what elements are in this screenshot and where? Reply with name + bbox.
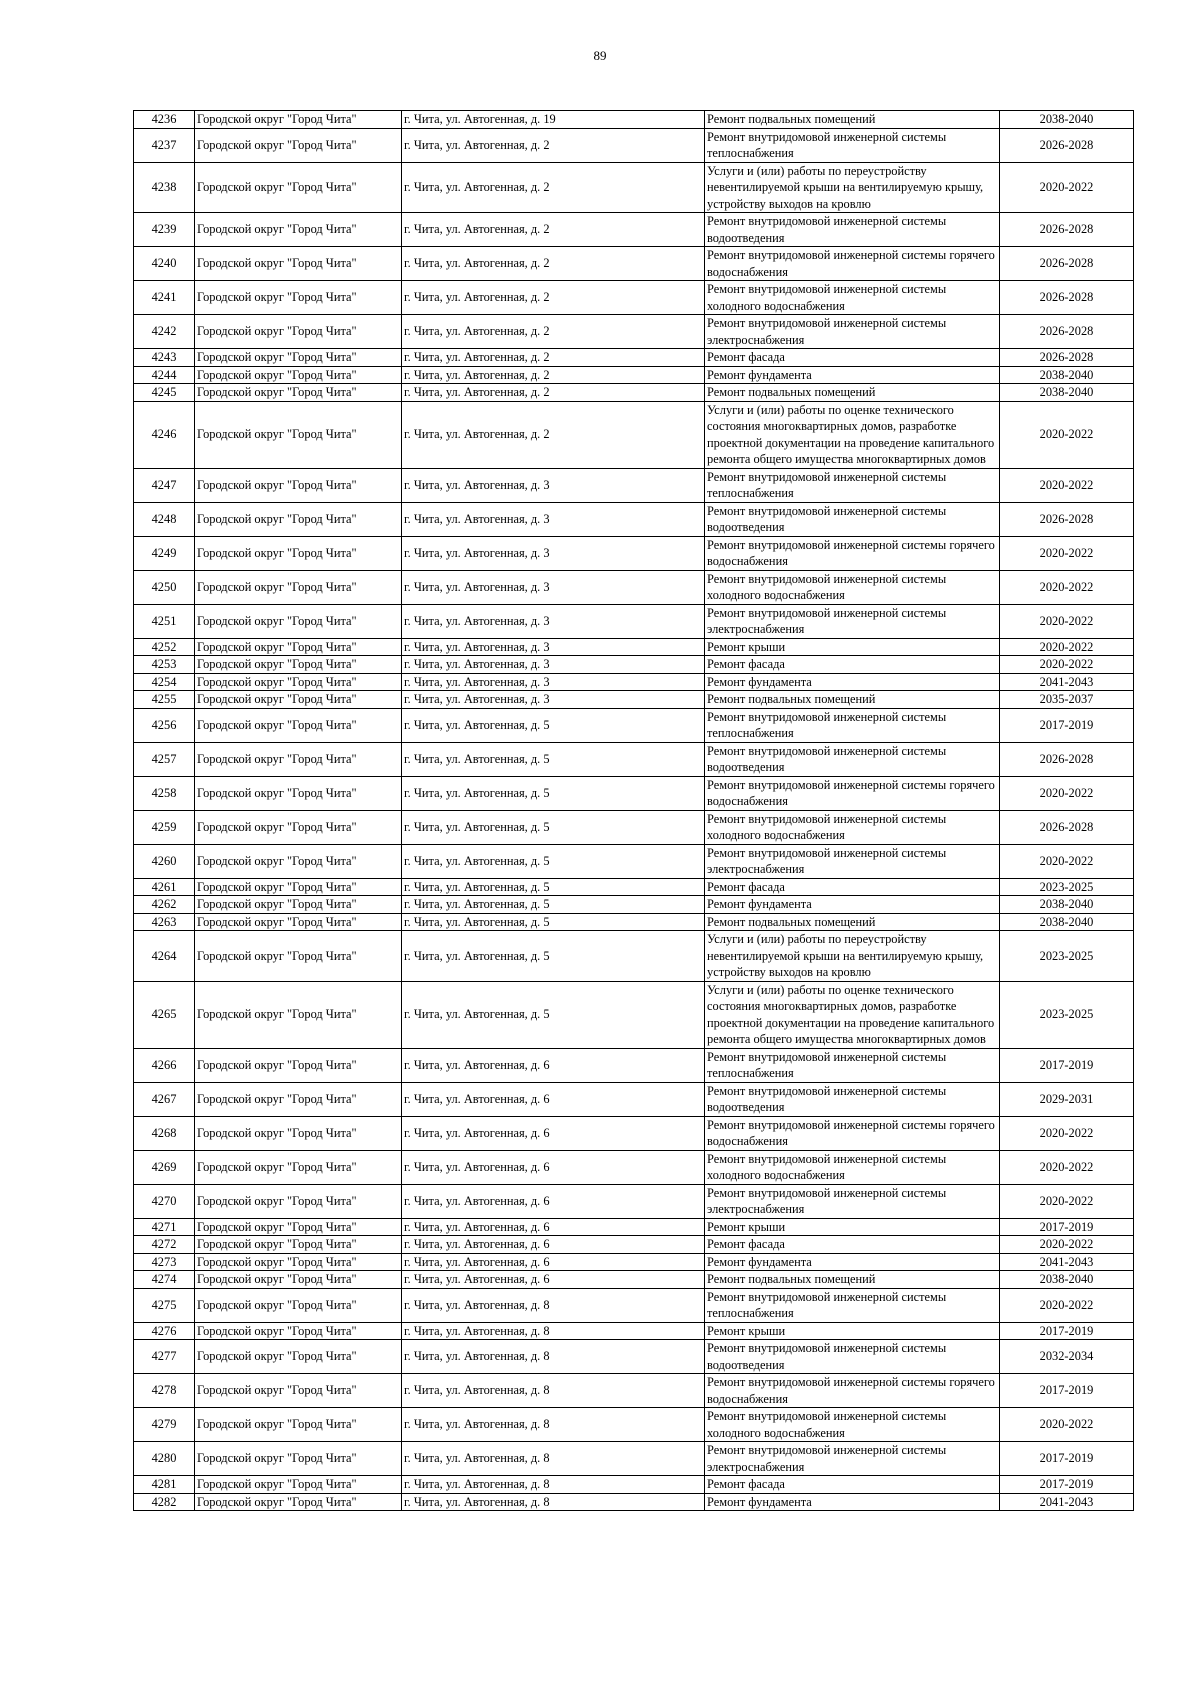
row-number-cell: 4282 xyxy=(134,1493,195,1511)
period-cell: 2038-2040 xyxy=(1000,913,1134,931)
table-row xyxy=(134,1340,1134,1374)
period-cell: 2020-2022 xyxy=(1000,536,1134,570)
address-cell: г. Чита, ул. Автогенная, д. 5 xyxy=(402,913,705,931)
work-type-cell: Услуги и (или) работы по оценке технического состояния многоквартирных домов, разработке проектной документации на проведение капитального ремонта общего имущества многоквартирных домов xyxy=(705,401,1000,468)
period-cell: 2026-2028 xyxy=(1000,213,1134,247)
table-row xyxy=(134,1322,1134,1340)
period-cell: 2017-2019 xyxy=(1000,708,1134,742)
table-row xyxy=(134,1218,1134,1236)
period-cell: 2020-2022 xyxy=(1000,1408,1134,1442)
row-number-cell: 4262 xyxy=(134,896,195,914)
table-row xyxy=(134,981,1134,1048)
period-cell: 2020-2022 xyxy=(1000,604,1134,638)
work-type-cell: Ремонт крыши xyxy=(705,638,1000,656)
table-row xyxy=(134,913,1134,931)
municipality-cell: Городской округ "Город Чита" xyxy=(195,1236,402,1254)
address-cell: г. Чита, ул. Автогенная, д. 3 xyxy=(402,536,705,570)
work-type-cell: Ремонт внутридомовой инженерной системы водоотведения xyxy=(705,742,1000,776)
municipality-cell: Городской округ "Город Чита" xyxy=(195,776,402,810)
row-number-cell: 4273 xyxy=(134,1253,195,1271)
municipality-cell: Городской округ "Город Чита" xyxy=(195,656,402,674)
table-row xyxy=(134,896,1134,914)
period-cell: 2038-2040 xyxy=(1000,111,1134,129)
period-cell: 2041-2043 xyxy=(1000,1253,1134,1271)
row-number-cell: 4278 xyxy=(134,1374,195,1408)
table-row xyxy=(134,536,1134,570)
municipality-cell: Городской округ "Город Чита" xyxy=(195,1116,402,1150)
work-type-cell: Ремонт фасада xyxy=(705,878,1000,896)
period-cell: 2029-2031 xyxy=(1000,1082,1134,1116)
period-cell: 2023-2025 xyxy=(1000,878,1134,896)
period-cell: 2017-2019 xyxy=(1000,1442,1134,1476)
work-type-cell: Ремонт внутридомовой инженерной системы водоотведения xyxy=(705,213,1000,247)
table-row xyxy=(134,604,1134,638)
address-cell: г. Чита, ул. Автогенная, д. 8 xyxy=(402,1493,705,1511)
address-cell: г. Чита, ул. Автогенная, д. 3 xyxy=(402,691,705,709)
work-type-cell: Ремонт внутридомовой инженерной системы электроснабжения xyxy=(705,1442,1000,1476)
table-row xyxy=(134,401,1134,468)
period-cell: 2038-2040 xyxy=(1000,384,1134,402)
period-cell: 2023-2025 xyxy=(1000,981,1134,1048)
work-type-cell: Ремонт внутридомовой инженерной системы холодного водоснабжения xyxy=(705,810,1000,844)
municipality-cell: Городской округ "Город Чита" xyxy=(195,1218,402,1236)
work-type-cell: Ремонт внутридомовой инженерной системы холодного водоснабжения xyxy=(705,570,1000,604)
work-type-cell: Ремонт внутридомовой инженерной системы водоотведения xyxy=(705,502,1000,536)
work-type-cell: Ремонт внутридомовой инженерной системы горячего водоснабжения xyxy=(705,1116,1000,1150)
row-number-cell: 4263 xyxy=(134,913,195,931)
repair-schedule-table xyxy=(133,110,1134,1511)
address-cell: г. Чита, ул. Автогенная, д. 5 xyxy=(402,810,705,844)
address-cell: г. Чита, ул. Автогенная, д. 2 xyxy=(402,384,705,402)
work-type-cell: Ремонт подвальных помещений xyxy=(705,111,1000,129)
work-type-cell: Ремонт внутридомовой инженерной системы горячего водоснабжения xyxy=(705,247,1000,281)
table-row xyxy=(134,162,1134,213)
table-row xyxy=(134,776,1134,810)
work-type-cell: Ремонт внутридомовой инженерной системы горячего водоснабжения xyxy=(705,536,1000,570)
row-number-cell: 4260 xyxy=(134,844,195,878)
municipality-cell: Городской округ "Город Чита" xyxy=(195,981,402,1048)
work-type-cell: Ремонт фундамента xyxy=(705,1493,1000,1511)
work-type-cell: Ремонт внутридомовой инженерной системы горячего водоснабжения xyxy=(705,1374,1000,1408)
table-row xyxy=(134,247,1134,281)
row-number-cell: 4261 xyxy=(134,878,195,896)
municipality-cell: Городской округ "Город Чита" xyxy=(195,1408,402,1442)
municipality-cell: Городской округ "Город Чита" xyxy=(195,349,402,367)
work-type-cell: Ремонт внутридомовой инженерной системы теплоснабжения xyxy=(705,468,1000,502)
period-cell: 2038-2040 xyxy=(1000,1271,1134,1289)
row-number-cell: 4245 xyxy=(134,384,195,402)
address-cell: г. Чита, ул. Автогенная, д. 8 xyxy=(402,1374,705,1408)
period-cell: 2020-2022 xyxy=(1000,638,1134,656)
period-cell: 2020-2022 xyxy=(1000,1184,1134,1218)
address-cell: г. Чита, ул. Автогенная, д. 3 xyxy=(402,604,705,638)
period-cell: 2041-2043 xyxy=(1000,1493,1134,1511)
row-number-cell: 4267 xyxy=(134,1082,195,1116)
period-cell: 2020-2022 xyxy=(1000,570,1134,604)
municipality-cell: Городской округ "Город Чита" xyxy=(195,913,402,931)
period-cell: 2026-2028 xyxy=(1000,247,1134,281)
address-cell: г. Чита, ул. Автогенная, д. 2 xyxy=(402,281,705,315)
address-cell: г. Чита, ул. Автогенная, д. 6 xyxy=(402,1236,705,1254)
work-type-cell: Ремонт внутридомовой инженерной системы холодного водоснабжения xyxy=(705,1150,1000,1184)
work-type-cell: Ремонт фасада xyxy=(705,349,1000,367)
row-number-cell: 4256 xyxy=(134,708,195,742)
table-row xyxy=(134,1082,1134,1116)
table-row xyxy=(134,638,1134,656)
municipality-cell: Городской округ "Город Чита" xyxy=(195,691,402,709)
work-type-cell: Услуги и (или) работы по оценке технического состояния многоквартирных домов, разработке проектной документации на проведение капитального ремонта общего имущества многоквартирных домов xyxy=(705,981,1000,1048)
period-cell: 2026-2028 xyxy=(1000,128,1134,162)
table-row xyxy=(134,1253,1134,1271)
row-number-cell: 4238 xyxy=(134,162,195,213)
address-cell: г. Чита, ул. Автогенная, д. 8 xyxy=(402,1408,705,1442)
row-number-cell: 4253 xyxy=(134,656,195,674)
row-number-cell: 4270 xyxy=(134,1184,195,1218)
work-type-cell: Ремонт фундамента xyxy=(705,1253,1000,1271)
table-row xyxy=(134,502,1134,536)
period-cell: 2026-2028 xyxy=(1000,349,1134,367)
row-number-cell: 4259 xyxy=(134,810,195,844)
table-row xyxy=(134,315,1134,349)
table-row xyxy=(134,570,1134,604)
address-cell: г. Чита, ул. Автогенная, д. 2 xyxy=(402,315,705,349)
table-row xyxy=(134,1288,1134,1322)
row-number-cell: 4249 xyxy=(134,536,195,570)
table-row xyxy=(134,128,1134,162)
period-cell: 2017-2019 xyxy=(1000,1374,1134,1408)
row-number-cell: 4255 xyxy=(134,691,195,709)
row-number-cell: 4241 xyxy=(134,281,195,315)
period-cell: 2020-2022 xyxy=(1000,162,1134,213)
page-number: 89 xyxy=(593,48,607,63)
municipality-cell: Городской округ "Город Чита" xyxy=(195,1253,402,1271)
address-cell: г. Чита, ул. Автогенная, д. 2 xyxy=(402,128,705,162)
municipality-cell: Городской округ "Город Чита" xyxy=(195,401,402,468)
address-cell: г. Чита, ул. Автогенная, д. 5 xyxy=(402,708,705,742)
table-row xyxy=(134,1476,1134,1494)
municipality-cell: Городской округ "Город Чита" xyxy=(195,1150,402,1184)
address-cell: г. Чита, ул. Автогенная, д. 3 xyxy=(402,656,705,674)
table-row xyxy=(134,384,1134,402)
work-type-cell: Ремонт внутридомовой инженерной системы электроснабжения xyxy=(705,1184,1000,1218)
municipality-cell: Городской округ "Город Чита" xyxy=(195,1288,402,1322)
municipality-cell: Городской округ "Город Чита" xyxy=(195,247,402,281)
work-type-cell: Ремонт внутридомовой инженерной системы теплоснабжения xyxy=(705,128,1000,162)
address-cell: г. Чита, ул. Автогенная, д. 2 xyxy=(402,213,705,247)
municipality-cell: Городской округ "Город Чита" xyxy=(195,742,402,776)
municipality-cell: Городской округ "Город Чита" xyxy=(195,162,402,213)
work-type-cell: Ремонт фундамента xyxy=(705,366,1000,384)
address-cell: г. Чита, ул. Автогенная, д. 5 xyxy=(402,896,705,914)
address-cell: г. Чита, ул. Автогенная, д. 2 xyxy=(402,349,705,367)
period-cell: 2017-2019 xyxy=(1000,1048,1134,1082)
period-cell: 2038-2040 xyxy=(1000,366,1134,384)
address-cell: г. Чита, ул. Автогенная, д. 6 xyxy=(402,1184,705,1218)
row-number-cell: 4272 xyxy=(134,1236,195,1254)
address-cell: г. Чита, ул. Автогенная, д. 5 xyxy=(402,776,705,810)
address-cell: г. Чита, ул. Автогенная, д. 3 xyxy=(402,468,705,502)
address-cell: г. Чита, ул. Автогенная, д. 5 xyxy=(402,844,705,878)
row-number-cell: 4258 xyxy=(134,776,195,810)
row-number-cell: 4276 xyxy=(134,1322,195,1340)
municipality-cell: Городской округ "Город Чита" xyxy=(195,468,402,502)
row-number-cell: 4257 xyxy=(134,742,195,776)
work-type-cell: Ремонт фасада xyxy=(705,1476,1000,1494)
period-cell: 2035-2037 xyxy=(1000,691,1134,709)
table-row xyxy=(134,366,1134,384)
row-number-cell: 4277 xyxy=(134,1340,195,1374)
work-type-cell: Ремонт внутридомовой инженерной системы водоотведения xyxy=(705,1082,1000,1116)
address-cell: г. Чита, ул. Автогенная, д. 3 xyxy=(402,673,705,691)
table-row xyxy=(134,111,1134,129)
address-cell: г. Чита, ул. Автогенная, д. 6 xyxy=(402,1271,705,1289)
municipality-cell: Городской округ "Город Чита" xyxy=(195,673,402,691)
row-number-cell: 4243 xyxy=(134,349,195,367)
table-row xyxy=(134,349,1134,367)
row-number-cell: 4242 xyxy=(134,315,195,349)
address-cell: г. Чита, ул. Автогенная, д. 2 xyxy=(402,366,705,384)
work-type-cell: Ремонт внутридомовой инженерной системы теплоснабжения xyxy=(705,1048,1000,1082)
table-row xyxy=(134,844,1134,878)
municipality-cell: Городской округ "Город Чита" xyxy=(195,1322,402,1340)
municipality-cell: Городской округ "Город Чита" xyxy=(195,604,402,638)
period-cell: 2020-2022 xyxy=(1000,401,1134,468)
work-type-cell: Ремонт фундамента xyxy=(705,896,1000,914)
municipality-cell: Городской округ "Город Чита" xyxy=(195,128,402,162)
row-number-cell: 4268 xyxy=(134,1116,195,1150)
address-cell: г. Чита, ул. Автогенная, д. 8 xyxy=(402,1322,705,1340)
address-cell: г. Чита, ул. Автогенная, д. 6 xyxy=(402,1082,705,1116)
period-cell: 2017-2019 xyxy=(1000,1322,1134,1340)
address-cell: г. Чита, ул. Автогенная, д. 5 xyxy=(402,742,705,776)
address-cell: г. Чита, ул. Автогенная, д. 19 xyxy=(402,111,705,129)
work-type-cell: Услуги и (или) работы по переустройству невентилируемой крыши на вентилируемую крышу, устройству выходов на кровлю xyxy=(705,931,1000,982)
work-type-cell: Ремонт крыши xyxy=(705,1322,1000,1340)
work-type-cell: Ремонт внутридомовой инженерной системы холодного водоснабжения xyxy=(705,281,1000,315)
period-cell: 2020-2022 xyxy=(1000,1236,1134,1254)
row-number-cell: 4266 xyxy=(134,1048,195,1082)
municipality-cell: Городской округ "Город Чита" xyxy=(195,213,402,247)
address-cell: г. Чита, ул. Автогенная, д. 5 xyxy=(402,878,705,896)
table-row xyxy=(134,1236,1134,1254)
period-cell: 2026-2028 xyxy=(1000,742,1134,776)
municipality-cell: Городской округ "Город Чита" xyxy=(195,315,402,349)
period-cell: 2026-2028 xyxy=(1000,502,1134,536)
period-cell: 2023-2025 xyxy=(1000,931,1134,982)
period-cell: 2020-2022 xyxy=(1000,1288,1134,1322)
table-row xyxy=(134,1408,1134,1442)
row-number-cell: 4248 xyxy=(134,502,195,536)
table-row xyxy=(134,810,1134,844)
work-type-cell: Ремонт фасада xyxy=(705,656,1000,674)
work-type-cell: Ремонт фундамента xyxy=(705,673,1000,691)
period-cell: 2017-2019 xyxy=(1000,1476,1134,1494)
table-row xyxy=(134,1184,1134,1218)
table-row xyxy=(134,281,1134,315)
address-cell: г. Чита, ул. Автогенная, д. 2 xyxy=(402,162,705,213)
row-number-cell: 4281 xyxy=(134,1476,195,1494)
work-type-cell: Ремонт фасада xyxy=(705,1236,1000,1254)
municipality-cell: Городской округ "Город Чита" xyxy=(195,1493,402,1511)
period-cell: 2026-2028 xyxy=(1000,281,1134,315)
row-number-cell: 4244 xyxy=(134,366,195,384)
row-number-cell: 4237 xyxy=(134,128,195,162)
work-type-cell: Ремонт внутридомовой инженерной системы электроснабжения xyxy=(705,844,1000,878)
address-cell: г. Чита, ул. Автогенная, д. 6 xyxy=(402,1116,705,1150)
municipality-cell: Городской округ "Город Чита" xyxy=(195,1184,402,1218)
municipality-cell: Городской округ "Город Чита" xyxy=(195,844,402,878)
table-row xyxy=(134,691,1134,709)
address-cell: г. Чита, ул. Автогенная, д. 6 xyxy=(402,1048,705,1082)
period-cell: 2020-2022 xyxy=(1000,468,1134,502)
row-number-cell: 4250 xyxy=(134,570,195,604)
work-type-cell: Ремонт внутридомовой инженерной системы водоотведения xyxy=(705,1340,1000,1374)
municipality-cell: Городской округ "Город Чита" xyxy=(195,810,402,844)
address-cell: г. Чита, ул. Автогенная, д. 2 xyxy=(402,401,705,468)
work-type-cell: Ремонт внутридомовой инженерной системы электроснабжения xyxy=(705,604,1000,638)
table-row xyxy=(134,673,1134,691)
period-cell: 2026-2028 xyxy=(1000,810,1134,844)
period-cell: 2020-2022 xyxy=(1000,1150,1134,1184)
municipality-cell: Городской округ "Город Чита" xyxy=(195,638,402,656)
municipality-cell: Городской округ "Город Чита" xyxy=(195,1442,402,1476)
address-cell: г. Чита, ул. Автогенная, д. 5 xyxy=(402,981,705,1048)
address-cell: г. Чита, ул. Автогенная, д. 2 xyxy=(402,247,705,281)
municipality-cell: Городской округ "Город Чита" xyxy=(195,366,402,384)
address-cell: г. Чита, ул. Автогенная, д. 3 xyxy=(402,570,705,604)
row-number-cell: 4265 xyxy=(134,981,195,1048)
address-cell: г. Чита, ул. Автогенная, д. 8 xyxy=(402,1340,705,1374)
row-number-cell: 4269 xyxy=(134,1150,195,1184)
address-cell: г. Чита, ул. Автогенная, д. 3 xyxy=(402,502,705,536)
row-number-cell: 4264 xyxy=(134,931,195,982)
table-row xyxy=(134,656,1134,674)
row-number-cell: 4251 xyxy=(134,604,195,638)
municipality-cell: Городской округ "Город Чита" xyxy=(195,708,402,742)
table-row xyxy=(134,931,1134,982)
row-number-cell: 4275 xyxy=(134,1288,195,1322)
row-number-cell: 4246 xyxy=(134,401,195,468)
work-type-cell: Ремонт крыши xyxy=(705,1218,1000,1236)
municipality-cell: Городской округ "Город Чита" xyxy=(195,931,402,982)
table-row xyxy=(134,1116,1134,1150)
work-type-cell: Ремонт подвальных помещений xyxy=(705,1271,1000,1289)
table-row xyxy=(134,1048,1134,1082)
municipality-cell: Городской округ "Город Чита" xyxy=(195,878,402,896)
municipality-cell: Городской округ "Город Чита" xyxy=(195,502,402,536)
municipality-cell: Городской округ "Город Чита" xyxy=(195,1082,402,1116)
table-row xyxy=(134,1493,1134,1511)
work-type-cell: Ремонт подвальных помещений xyxy=(705,913,1000,931)
period-cell: 2020-2022 xyxy=(1000,844,1134,878)
municipality-cell: Городской округ "Город Чита" xyxy=(195,281,402,315)
municipality-cell: Городской округ "Город Чита" xyxy=(195,896,402,914)
row-number-cell: 4271 xyxy=(134,1218,195,1236)
period-cell: 2041-2043 xyxy=(1000,673,1134,691)
municipality-cell: Городской округ "Город Чита" xyxy=(195,1340,402,1374)
municipality-cell: Городской округ "Город Чита" xyxy=(195,1374,402,1408)
address-cell: г. Чита, ул. Автогенная, д. 3 xyxy=(402,638,705,656)
work-type-cell: Ремонт внутридомовой инженерной системы электроснабжения xyxy=(705,315,1000,349)
municipality-cell: Городской округ "Город Чита" xyxy=(195,1271,402,1289)
work-type-cell: Ремонт внутридомовой инженерной системы холодного водоснабжения xyxy=(705,1408,1000,1442)
table-row xyxy=(134,1374,1134,1408)
table-row xyxy=(134,878,1134,896)
work-type-cell: Ремонт подвальных помещений xyxy=(705,384,1000,402)
address-cell: г. Чита, ул. Автогенная, д. 6 xyxy=(402,1253,705,1271)
row-number-cell: 4274 xyxy=(134,1271,195,1289)
work-type-cell: Ремонт внутридомовой инженерной системы горячего водоснабжения xyxy=(705,776,1000,810)
period-cell: 2020-2022 xyxy=(1000,1116,1134,1150)
row-number-cell: 4239 xyxy=(134,213,195,247)
address-cell: г. Чита, ул. Автогенная, д. 6 xyxy=(402,1150,705,1184)
row-number-cell: 4252 xyxy=(134,638,195,656)
period-cell: 2038-2040 xyxy=(1000,896,1134,914)
row-number-cell: 4254 xyxy=(134,673,195,691)
table-row xyxy=(134,1150,1134,1184)
address-cell: г. Чита, ул. Автогенная, д. 8 xyxy=(402,1476,705,1494)
work-type-cell: Ремонт внутридомовой инженерной системы теплоснабжения xyxy=(705,1288,1000,1322)
table-row xyxy=(134,1442,1134,1476)
municipality-cell: Городской округ "Город Чита" xyxy=(195,536,402,570)
table-body xyxy=(134,111,1134,1511)
address-cell: г. Чита, ул. Автогенная, д. 5 xyxy=(402,931,705,982)
table-row xyxy=(134,468,1134,502)
table-row xyxy=(134,708,1134,742)
municipality-cell: Городской округ "Город Чита" xyxy=(195,384,402,402)
address-cell: г. Чита, ул. Автогенная, д. 8 xyxy=(402,1288,705,1322)
row-number-cell: 4236 xyxy=(134,111,195,129)
period-cell: 2020-2022 xyxy=(1000,656,1134,674)
table-row xyxy=(134,742,1134,776)
municipality-cell: Городской округ "Город Чита" xyxy=(195,570,402,604)
municipality-cell: Городской округ "Город Чита" xyxy=(195,1476,402,1494)
period-cell: 2020-2022 xyxy=(1000,776,1134,810)
period-cell: 2032-2034 xyxy=(1000,1340,1134,1374)
row-number-cell: 4280 xyxy=(134,1442,195,1476)
row-number-cell: 4279 xyxy=(134,1408,195,1442)
period-cell: 2026-2028 xyxy=(1000,315,1134,349)
table-row xyxy=(134,213,1134,247)
work-type-cell: Ремонт внутридомовой инженерной системы теплоснабжения xyxy=(705,708,1000,742)
table-row xyxy=(134,1271,1134,1289)
work-type-cell: Услуги и (или) работы по переустройству невентилируемой крыши на вентилируемую крышу, устройству выходов на кровлю xyxy=(705,162,1000,213)
address-cell: г. Чита, ул. Автогенная, д. 6 xyxy=(402,1218,705,1236)
municipality-cell: Городской округ "Город Чита" xyxy=(195,1048,402,1082)
municipality-cell: Городской округ "Город Чита" xyxy=(195,111,402,129)
work-type-cell: Ремонт подвальных помещений xyxy=(705,691,1000,709)
row-number-cell: 4240 xyxy=(134,247,195,281)
period-cell: 2017-2019 xyxy=(1000,1218,1134,1236)
row-number-cell: 4247 xyxy=(134,468,195,502)
address-cell: г. Чита, ул. Автогенная, д. 8 xyxy=(402,1442,705,1476)
